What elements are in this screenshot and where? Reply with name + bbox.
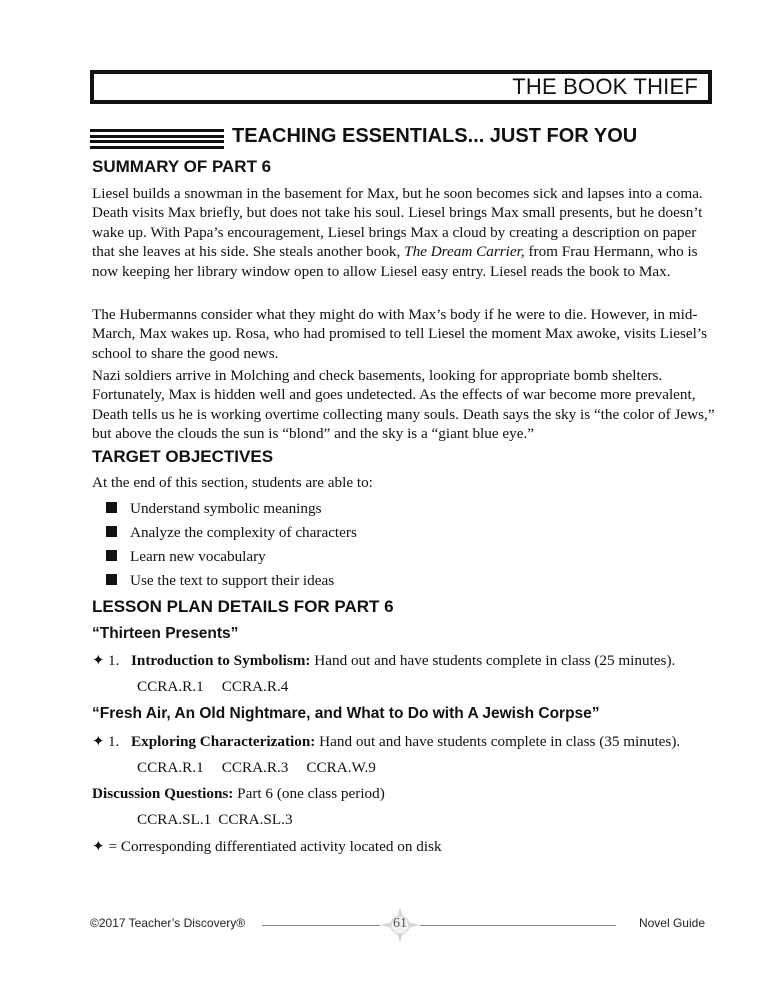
summary-paragraph-3: Nazi soldiers arrive in Molching and check basements, looking for appropriate bomb shelters. Fortunately, Max is hidden well and goes undetected. As the effects of war become more prevalent, Death tells us he is working overtime collecting many souls. Death says the sky is “the color of Jews,” but above the clouds the sun is “blond” and the sky is a “giant blue eye.”	[92, 367, 715, 443]
diamond-marker-icon: ✦	[92, 838, 105, 855]
page-ornament	[380, 907, 420, 943]
standard-code: CCRA.SL.1	[137, 811, 212, 828]
objectives-intro: At the end of this section, students are able to:	[92, 474, 373, 491]
chapter-title: “Thirteen Presents”	[92, 625, 239, 642]
square-bullet-icon	[106, 550, 117, 561]
standard-code: CCRA.W.9	[306, 759, 376, 776]
standard-code: CCRA.SL.3	[218, 811, 293, 828]
list-item	[106, 571, 357, 595]
activity-desc: Hand out and have students complete in class (35 minutes).	[315, 733, 681, 750]
activity-row	[92, 732, 680, 751]
summary-paragraph-2: The Hubermanns consider what they might do with Max’s body if he were to die. However, in mid-March, Max wakes up. Rosa, who had promised to tell Liesel the moment Max awoke, visits Liesel’s school to share the good news.	[92, 306, 707, 362]
square-bullet-icon	[106, 574, 117, 585]
page-number: 61	[393, 916, 407, 931]
summary-text: Liesel builds a snowman in the basement for Max, but he soon becomes sick and lapses into a coma. Death visits Max briefly, but does not take his soul. Liesel brings Max small presents, but he doesn’t wake up. With Papa’s encouragement, Liesel brings Max a cloud by creating a description on paper that she leaves at his side. She steals another book,	[92, 185, 703, 261]
objective-text: Analyze the complexity of characters	[130, 524, 357, 541]
objective-text: Understand symbolic meanings	[130, 500, 322, 517]
list-item	[106, 547, 357, 571]
objectives-list	[106, 499, 357, 595]
legend-text: = Corresponding differentiated activity located on disk	[104, 838, 442, 855]
square-bullet-icon	[106, 526, 117, 537]
activity-name: Exploring Characterization:	[131, 733, 316, 750]
chapter-title: “Fresh Air, An Old Nightmare, and What to Do with A Jewish Corpse”	[92, 705, 600, 722]
diamond-marker-icon: ✦	[92, 733, 105, 750]
lesson-heading: LESSON PLAN DETAILS FOR PART 6	[92, 597, 394, 616]
guide-label: Novel Guide	[638, 916, 705, 930]
copyright: ©2017 Teacher’s Discovery®	[90, 916, 246, 930]
objective-text: Learn new vocabulary	[130, 548, 266, 565]
book-title-italic: The Dream Carrier,	[404, 243, 525, 261]
standard-code: CCRA.R.3	[221, 759, 289, 776]
activity-name: Introduction to Symbolism:	[131, 652, 311, 669]
standard-code: CCRA.R.4	[221, 678, 289, 695]
standards-row	[137, 759, 394, 777]
activity-desc: Hand out and have students complete in class (25 minutes).	[310, 652, 676, 669]
activity-number: 1.	[108, 733, 120, 750]
square-bullet-icon	[106, 502, 117, 513]
summary-paragraph-1	[92, 184, 722, 281]
list-item	[106, 499, 357, 523]
banner-title: TEACHING ESSENTIALS... JUST FOR YOU	[232, 125, 638, 147]
activity-row	[92, 651, 675, 670]
standards-row	[137, 811, 300, 829]
legend-row	[92, 837, 442, 856]
discussion-row	[92, 785, 385, 803]
standard-code: CCRA.R.1	[137, 678, 204, 695]
activity-number: 1.	[108, 652, 120, 669]
footer-rule-right	[420, 925, 616, 926]
summary-text: from Frau Hermann, who is now keeping her library window open to allow Liesel easy entry. Liesel reads the book to Max.	[92, 243, 698, 280]
summary-heading: SUMMARY OF PART 6	[92, 157, 272, 176]
standard-code: CCRA.R.1	[137, 759, 204, 776]
discussion-label: Discussion Questions:	[92, 785, 234, 802]
list-item	[106, 523, 357, 547]
footer-rule-left	[262, 925, 380, 926]
title-box	[90, 70, 712, 104]
standards-row	[137, 678, 306, 696]
diamond-marker-icon: ✦	[92, 652, 105, 669]
objectives-heading: TARGET OBJECTIVES	[92, 447, 274, 466]
objective-text: Use the text to support their ideas	[130, 572, 335, 589]
book-title: THE BOOK THIEF	[512, 74, 698, 99]
discussion-desc: Part 6 (one class period)	[233, 785, 385, 802]
stripes-decoration	[90, 129, 224, 151]
